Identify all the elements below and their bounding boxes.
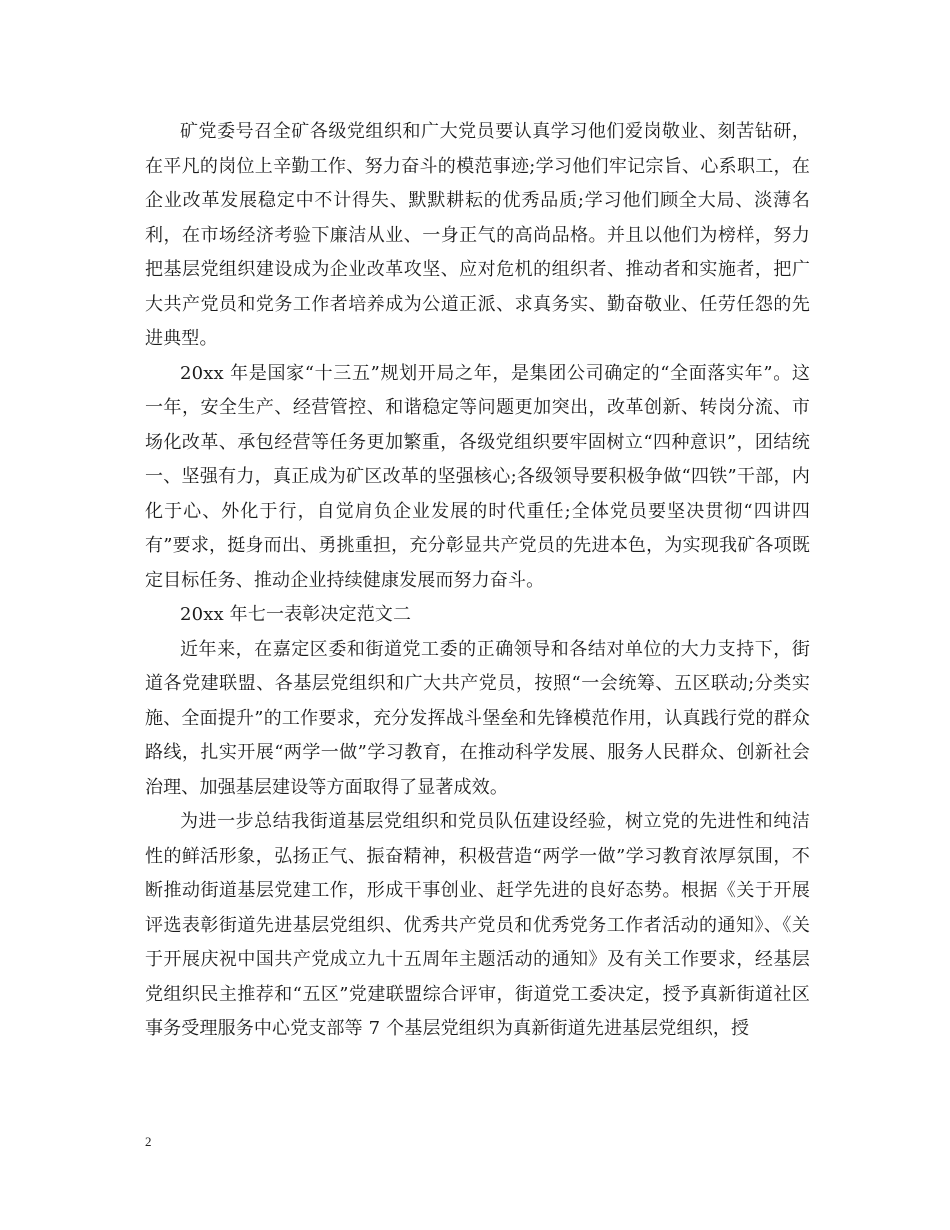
paragraph-year-goals: 20xx 年是国家“十三五”规划开局之年，是集团公司确定的“全面落实年”。这一年，安全生产、经营管控、和谐稳定等问题更加突出，改革创新、转岗分流、市场化改革、承包经营等任务更加繁重，各级党组织要牢固树立“四种意识”，团结统一、坚强有力，真正成为矿区改革的坚强核心;各级领导要积极争做“四铁”干部，内化于心、外化于行，自觉肩负企业发展的时代重任;全体党员要坚决贯彻“四讲四有”要求，挺身而出、勇挑重担，充分彰显共产党员的先进本色，为实现我矿各项既定目标任务、推动企业持续健康发展而努力奋斗。 bbox=[145, 362, 810, 591]
paragraph-commendation-decision: 为进一步总结我街道基层党组织和党员队伍建设经验，树立党的先进性和纯洁性的鲜活形象，弘扬正气、振奋精神，积极营造“两学一做”学习教育浓厚氛围，不断推动街道基层党建工作，形成干事创业、赶学先进的良好态势。根据《关于开展评选表彰街道先进基层党组织、优秀共产党员和优秀党务工作者活动的通知》、《关于开展庆祝中国共产党成立九十五周年主题活动的通知》及有关工作要求，经基层党组织民主推荐和“五区”党建联盟综合评审，街道党工委决定，授予真新街道社区事务受理服务中心党支部等 7 个基层党组织为真新街道先进基层党组织，授 bbox=[145, 811, 810, 1039]
section-heading: 20xx 年七一表彰决定范文二 bbox=[180, 604, 412, 625]
page-number: 2 bbox=[145, 1134, 152, 1149]
paragraph-achievements: 近年来，在嘉定区委和街道党工委的正确领导和各结对单位的大力支持下，街道各党建联盟、各基层党组织和广大共产党员，按照“一会统筹、五区联动;分类实施、全面提升”的工作要求，充分发挥战斗堡垒和先锋模范作用，认真践行党的群众路线，扎实开展“两学一做”学习教育，在推动科学发展、服务人民群众、创新社会治理、加强基层建设等方面取得了显著成效。 bbox=[145, 638, 810, 798]
document-body bbox=[145, 115, 810, 1047]
paragraph-call-to-study: 矿党委号召全矿各级党组织和广大党员要认真学习他们爱岗敬业、刻苦钻研，在平凡的岗位上辛勤工作、努力奋斗的模范事迹;学习他们牢记宗旨、心系职工，在企业改革发展稳定中不计得失、默默耕耘的优秀品质;学习他们顾全大局、淡薄名利，在市场经济考验下廉洁从业、一身正气的高尚品格。并且以他们为榜样，努力把基层党组织建设成为企业改革攻坚、应对危机的组织者、推动者和实施者，把广大共产党员和党务工作者培养成为公道正派、求真务实、勤奋敬业、任劳任怨的先进典型。 bbox=[145, 121, 810, 349]
